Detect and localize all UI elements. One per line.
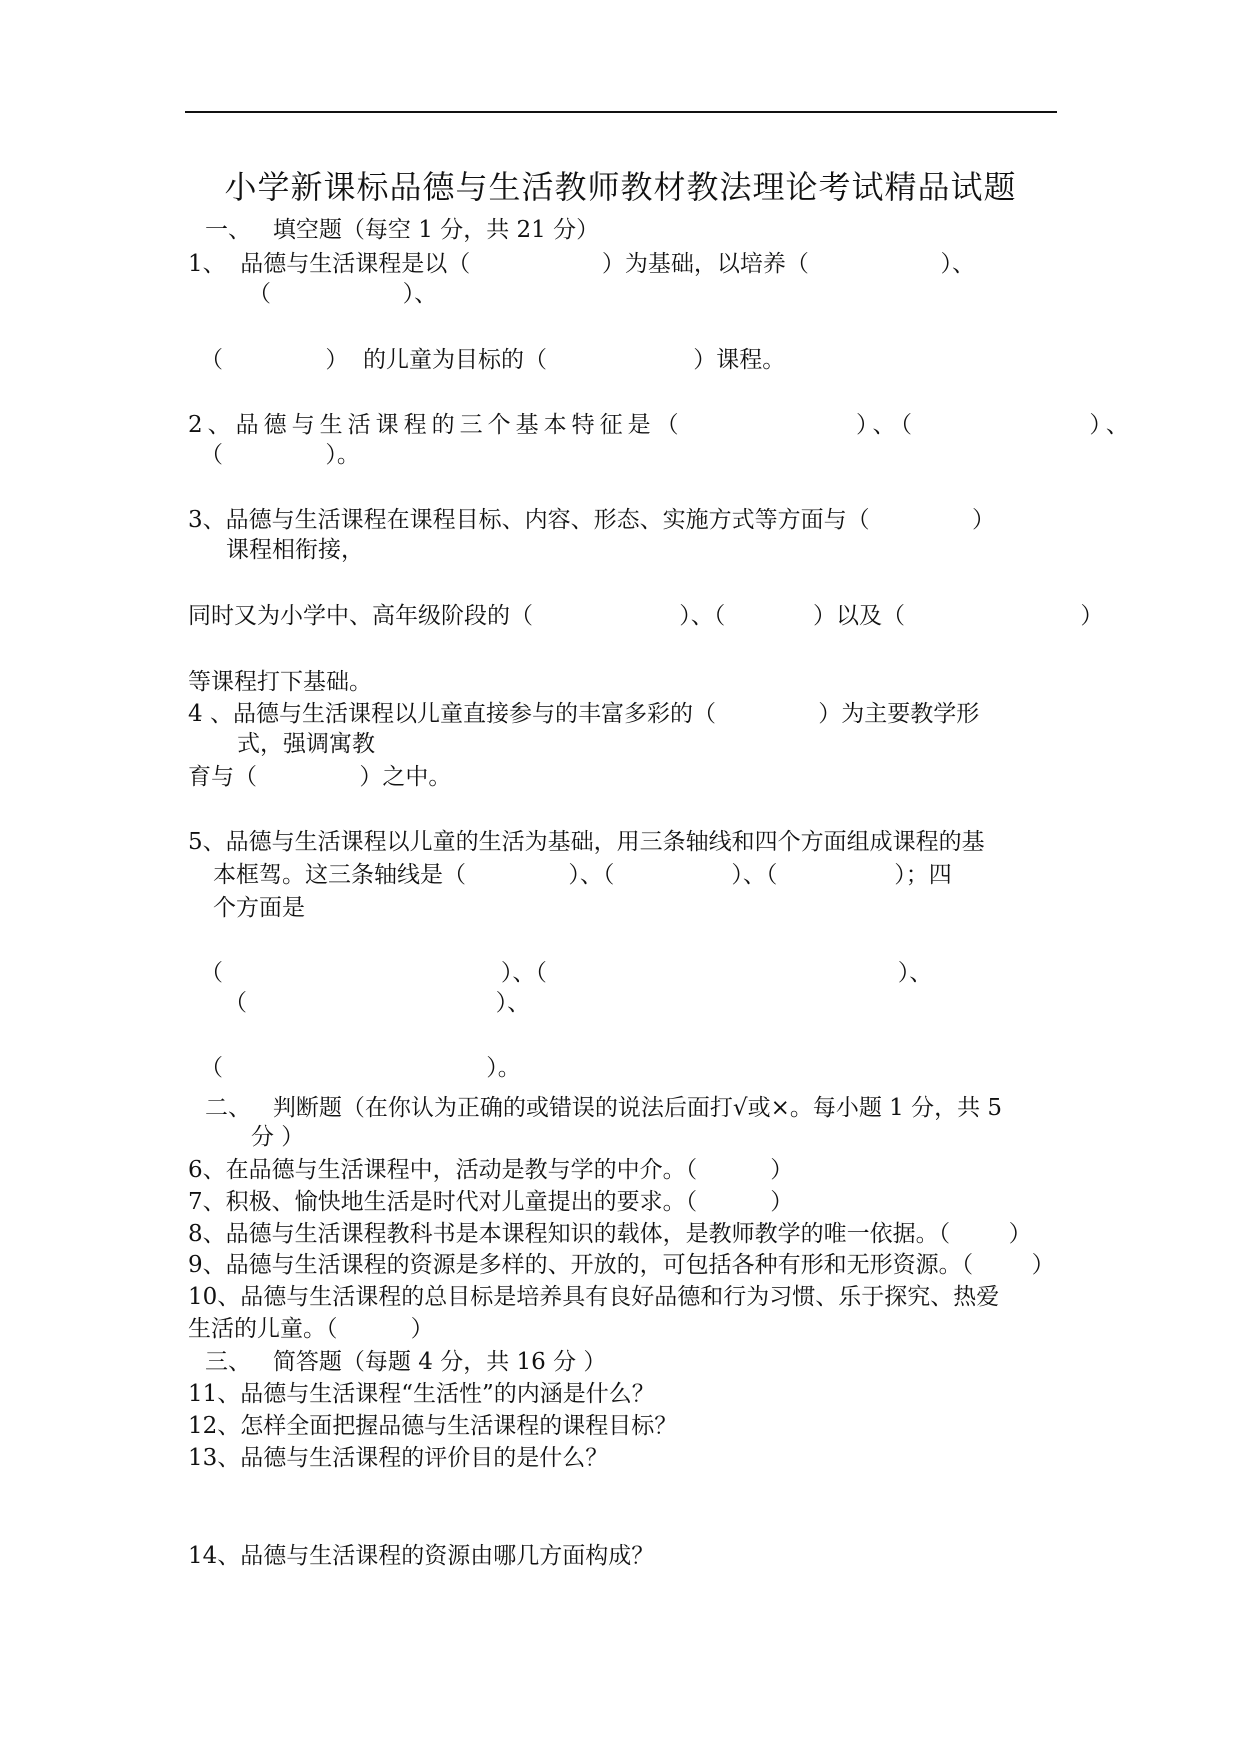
- section1-heading: 一、 填空题（每空 1 分，共 21 分）: [205, 217, 600, 243]
- header-rule: [185, 111, 1057, 113]
- q1-line2: （ ）、: [248, 281, 438, 307]
- q2-line2: （ ）。: [200, 442, 360, 468]
- q9: 9、品德与生活课程的资源是多样的、开放的，可包括各种有形和无形资源。（ ）: [188, 1252, 1055, 1278]
- q5-line3: 个方面是: [213, 895, 305, 921]
- section2-heading: 二、 判断题（在你认为正确的或错误的说法后面打√或×。每小题 1 分，共 5: [205, 1095, 1003, 1121]
- q3-line1: 3、品德与生活课程在课程目标、内容、形态、实施方式等方面与（ ）: [188, 507, 995, 533]
- q8: 8、品德与生活课程教科书是本课程知识的载体，是教师教学的唯一依据。（ ）: [188, 1221, 1032, 1247]
- q14: 14、品德与生活课程的资源由哪几方面构成？: [188, 1543, 655, 1569]
- q2-line1: 2、品德与生活课程的三个基本特征是（ ）、（ ）、: [188, 412, 1134, 438]
- q1-line1: 1、 品德与生活课程是以（ ）为基础，以培养（ ）、: [188, 251, 975, 277]
- q10-line2: 生活的儿童。（ ）: [188, 1316, 434, 1342]
- q4-line3: 育与（ ）之中。: [188, 764, 452, 790]
- q5-line6: （ ）。: [200, 1055, 521, 1081]
- q6: 6、在品德与生活课程中，活动是教与学的中介。（ ）: [188, 1157, 794, 1183]
- q11: 11、品德与生活课程“生活性”的内涵是什么？: [188, 1381, 655, 1407]
- q4-line2: 式，强调寓教: [237, 731, 375, 757]
- section3-heading: 三、 简答题（每题 4 分，共 16 分 ）: [205, 1349, 607, 1375]
- q10-line1: 10、品德与生活课程的总目标是培养具有良好品德和行为习惯、乐于探究、热爱: [188, 1284, 1000, 1310]
- q3-line3: 同时又为小学中、高年级阶段的（ ）、（ ）以及（ ）: [188, 603, 1104, 629]
- q13: 13、品德与生活课程的评价目的是什么？: [188, 1445, 609, 1471]
- page-title: 小学新课标品德与生活教师教材教法理论考试精品试题: [224, 168, 1017, 206]
- q4-line1: 4 、品德与生活课程以儿童直接参与的丰富多彩的（ ）为主要教学形: [188, 701, 980, 727]
- section2-heading-cont: 分 ）: [251, 1124, 305, 1150]
- q5-line2: 本框驾。这三条轴线是（ ）、（ ）、（ ）；四: [213, 862, 952, 888]
- q7: 7、积极、愉快地生活是时代对儿童提出的要求。（ ）: [188, 1189, 794, 1215]
- q5-line4: （ ）、（ ）、: [200, 960, 933, 986]
- q12: 12、怎样全面把握品德与生活课程的课程目标？: [188, 1413, 678, 1439]
- q3-line2: 课程相衔接，: [226, 537, 364, 563]
- q5-line5: （ ）、: [224, 990, 531, 1016]
- q1-line3: （ ） 的儿童为目标的（ ）课程。: [200, 347, 786, 373]
- q3-line4: 等课程打下基础。: [188, 669, 372, 695]
- q5-line1: 5、品德与生活课程以儿童的生活为基础，用三条轴线和四个方面组成课程的基: [188, 829, 985, 855]
